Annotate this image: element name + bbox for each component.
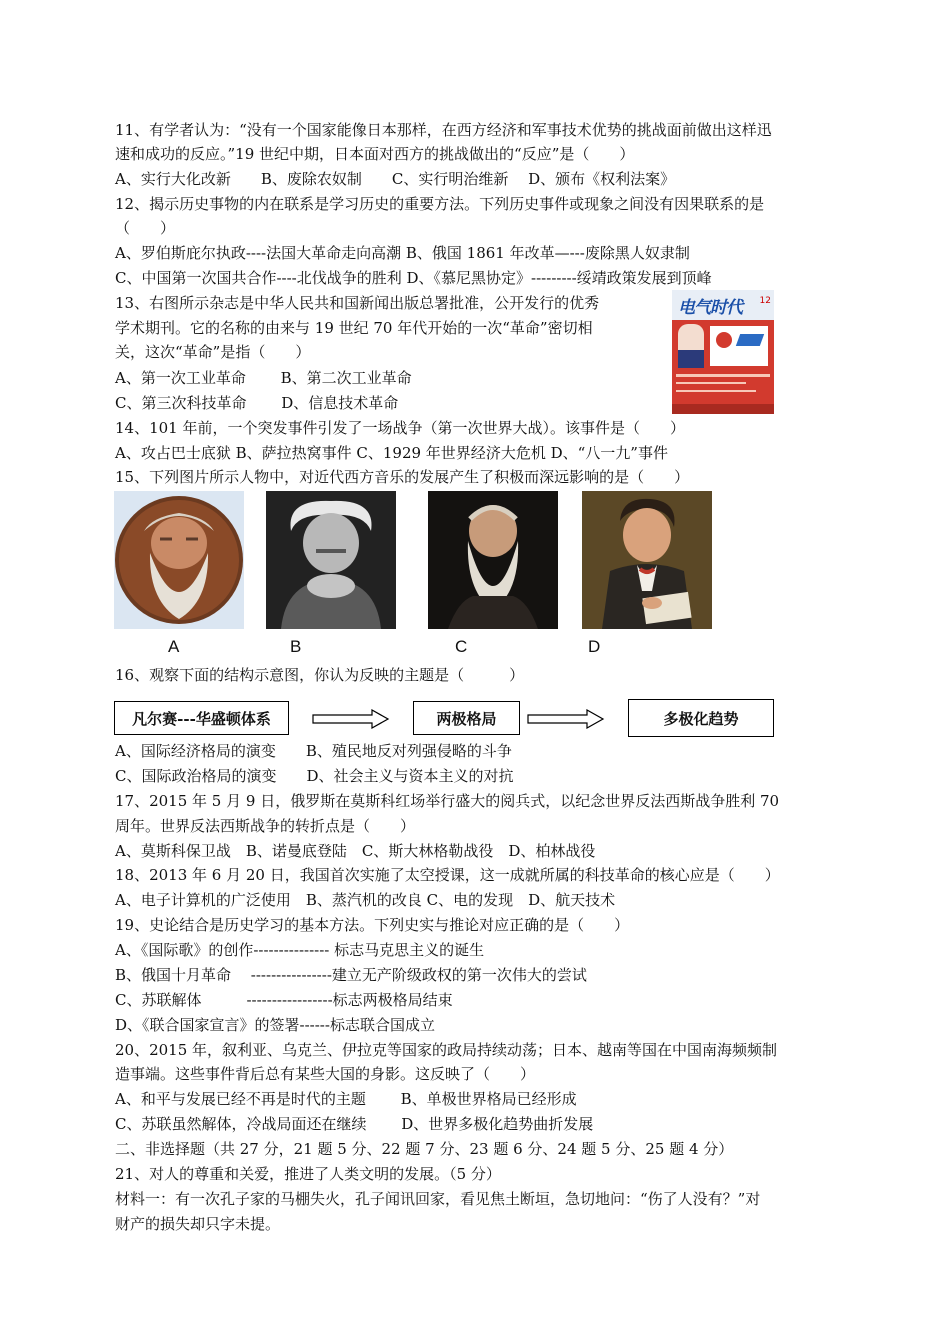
q13-stem-line3: 关，这次“革命”是指（ ） (115, 343, 311, 361)
q18-options: A、电子计算机的广泛使用 B、蒸汽机的改良 C、电的发现 D、航天技术 (115, 891, 616, 909)
q20-options-cd: C、苏联虽然解体，冷战局面还在继续 D、世界多极化趋势曲折发展 (115, 1115, 594, 1133)
q13-options-cd: C、第三次科技革命 D、信息技术革命 (115, 394, 399, 412)
q21-material-line2: 财产的损失却只字未提。 (115, 1215, 281, 1233)
portrait-c-image (428, 491, 558, 629)
portrait-b-label: B (290, 637, 302, 656)
magazine-issue: 12 (759, 296, 771, 306)
q21-stem: 21、对人的尊重和关爱，推进了人类文明的发展。（5 分） (115, 1165, 501, 1183)
section-2-heading: 二、非选择题（共 27 分，21 题 5 分、22 题 7 分、23 题 6 分、24 题 5 分、25 题 4 分） (115, 1140, 734, 1158)
q14-options: A、攻占巴士底狱 B、萨拉热窝事件 C、1929 年世界经济大危机 D、“八一九”事件 (115, 444, 668, 462)
q19-option-d: D、《联合国家宣言》的签署------标志联合国成立 (115, 1016, 435, 1034)
diagram-box-versailles-washington: 凡尔赛---华盛顿体系 (114, 701, 289, 735)
q12-stem-line2: （ ） (115, 219, 176, 237)
q11-stem-line1: 11、有学者认为：“没有一个国家能像日本那样，在西方经济和军事技术优势的挑战面前做出这样迅 (115, 121, 772, 139)
q11-options: A、实行大化改新 B、废除农奴制 C、实行明治维新 D、颁布《权利法案》 (115, 170, 676, 188)
q12-options-ab: A、罗伯斯庇尔执政----法国大革命走向高潮 B、俄国 1861 年改革—---废除黑人奴隶制 (115, 244, 690, 262)
q14-stem: 14、101 年前，一个突发事件引发了一场战争（第一次世界大战）。该事件是（ ） (115, 419, 685, 437)
q13-stem-line1: 13、右图所示杂志是中华人民共和国新闻出版总署批准，公开发行的优秀 (115, 294, 600, 312)
q11-stem-line2: 速和成功的反应。”19 世纪中期，日本面对西方的挑战做出的“反应”是（ ） (115, 145, 635, 163)
diagram-arrow-2 (527, 709, 605, 729)
q16-stem: 16、观察下面的结构示意图，你认为反映的主题是（ ） (115, 666, 525, 684)
portrait-d-image (582, 491, 712, 629)
q20-options-ab: A、和平与发展已经不再是时代的主题 B、单极世界格局已经形成 (115, 1090, 577, 1108)
q18-stem: 18、2013 年 6 月 20 日，我国首次实施了太空授课，这一成就所属的科技革命的核心应是（ ） (115, 866, 780, 884)
diagram-arrow-1 (312, 709, 390, 729)
portrait-b-image (266, 491, 396, 629)
q16-options-cd: C、国际政治格局的演变 D、社会主义与资本主义的对抗 (115, 767, 514, 785)
q21-material-line1: 材料一：有一次孔子家的马棚失火，孔子闻讯回家，看见焦土断垣，急切地问：“伤了人没有？”对 (115, 1190, 761, 1208)
portrait-a-image (114, 491, 244, 629)
q19-stem: 19、史论结合是历史学习的基本方法。下列史实与推论对应正确的是（ ） (115, 916, 630, 934)
q17-stem-line1: 17、2015 年 5 月 9 日，俄罗斯在莫斯科红场举行盛大的阅兵式，以纪念世界反法西斯战争胜利 70 (115, 792, 780, 810)
magazine-cover-image (672, 290, 774, 414)
q17-options: A、莫斯科保卫战 B、诺曼底登陆 C、斯大林格勒战役 D、柏林战役 (115, 842, 596, 860)
q12-stem-line1: 12、揭示历史事物的内在联系是学习历史的重要方法。下列历史事件或现象之间没有因果联系的是 (115, 195, 765, 213)
portrait-d-label: D (588, 637, 601, 656)
q15-stem: 15、下列图片所示人物中，对近代西方音乐的发展产生了积极而深远影响的是（ ） (115, 468, 690, 486)
q19-option-b: B、俄国十月革命 ----------------建立无产阶级政权的第一次伟大的尝试 (115, 966, 587, 984)
q13-stem-line2: 学术期刊。它的名称的由来与 19 世纪 70 年代开始的一次“革命”密切相 (115, 319, 593, 337)
q16-options-ab: A、国际经济格局的演变 B、殖民地反对列强侵略的斗争 (115, 742, 512, 760)
diagram-box-multipolar: 多极化趋势 (628, 699, 774, 737)
q17-stem-line2: 周年。世界反法西斯战争的转折点是（ ） (115, 817, 416, 835)
diagram-box-bipolar: 两极格局 (413, 701, 520, 735)
q19-option-a: A、《国际歌》的创作--------------- 标志马克思主义的诞生 (115, 941, 485, 959)
q12-options-cd: C、中国第一次国共合作----北伐战争的胜利 D、《慕尼黑协定》---------绥靖政策发展到顶峰 (115, 269, 712, 287)
portrait-c-label: C (455, 637, 468, 656)
q20-stem-line2: 造事端。这些事件背后总有某些大国的身影。这反映了（ ） (115, 1065, 536, 1083)
q20-stem-line1: 20、2015 年，叙利亚、乌克兰、伊拉克等国家的政局持续动荡；日本、越南等国在中国南海频频制 (115, 1041, 778, 1059)
portrait-a-label: A (168, 637, 180, 656)
q13-options-ab: A、第一次工业革命 B、第二次工业革命 (115, 369, 412, 387)
q19-option-c: C、苏联解体 -----------------标志两极格局结束 (115, 991, 453, 1009)
magazine-title: 电气时代 (678, 298, 742, 318)
